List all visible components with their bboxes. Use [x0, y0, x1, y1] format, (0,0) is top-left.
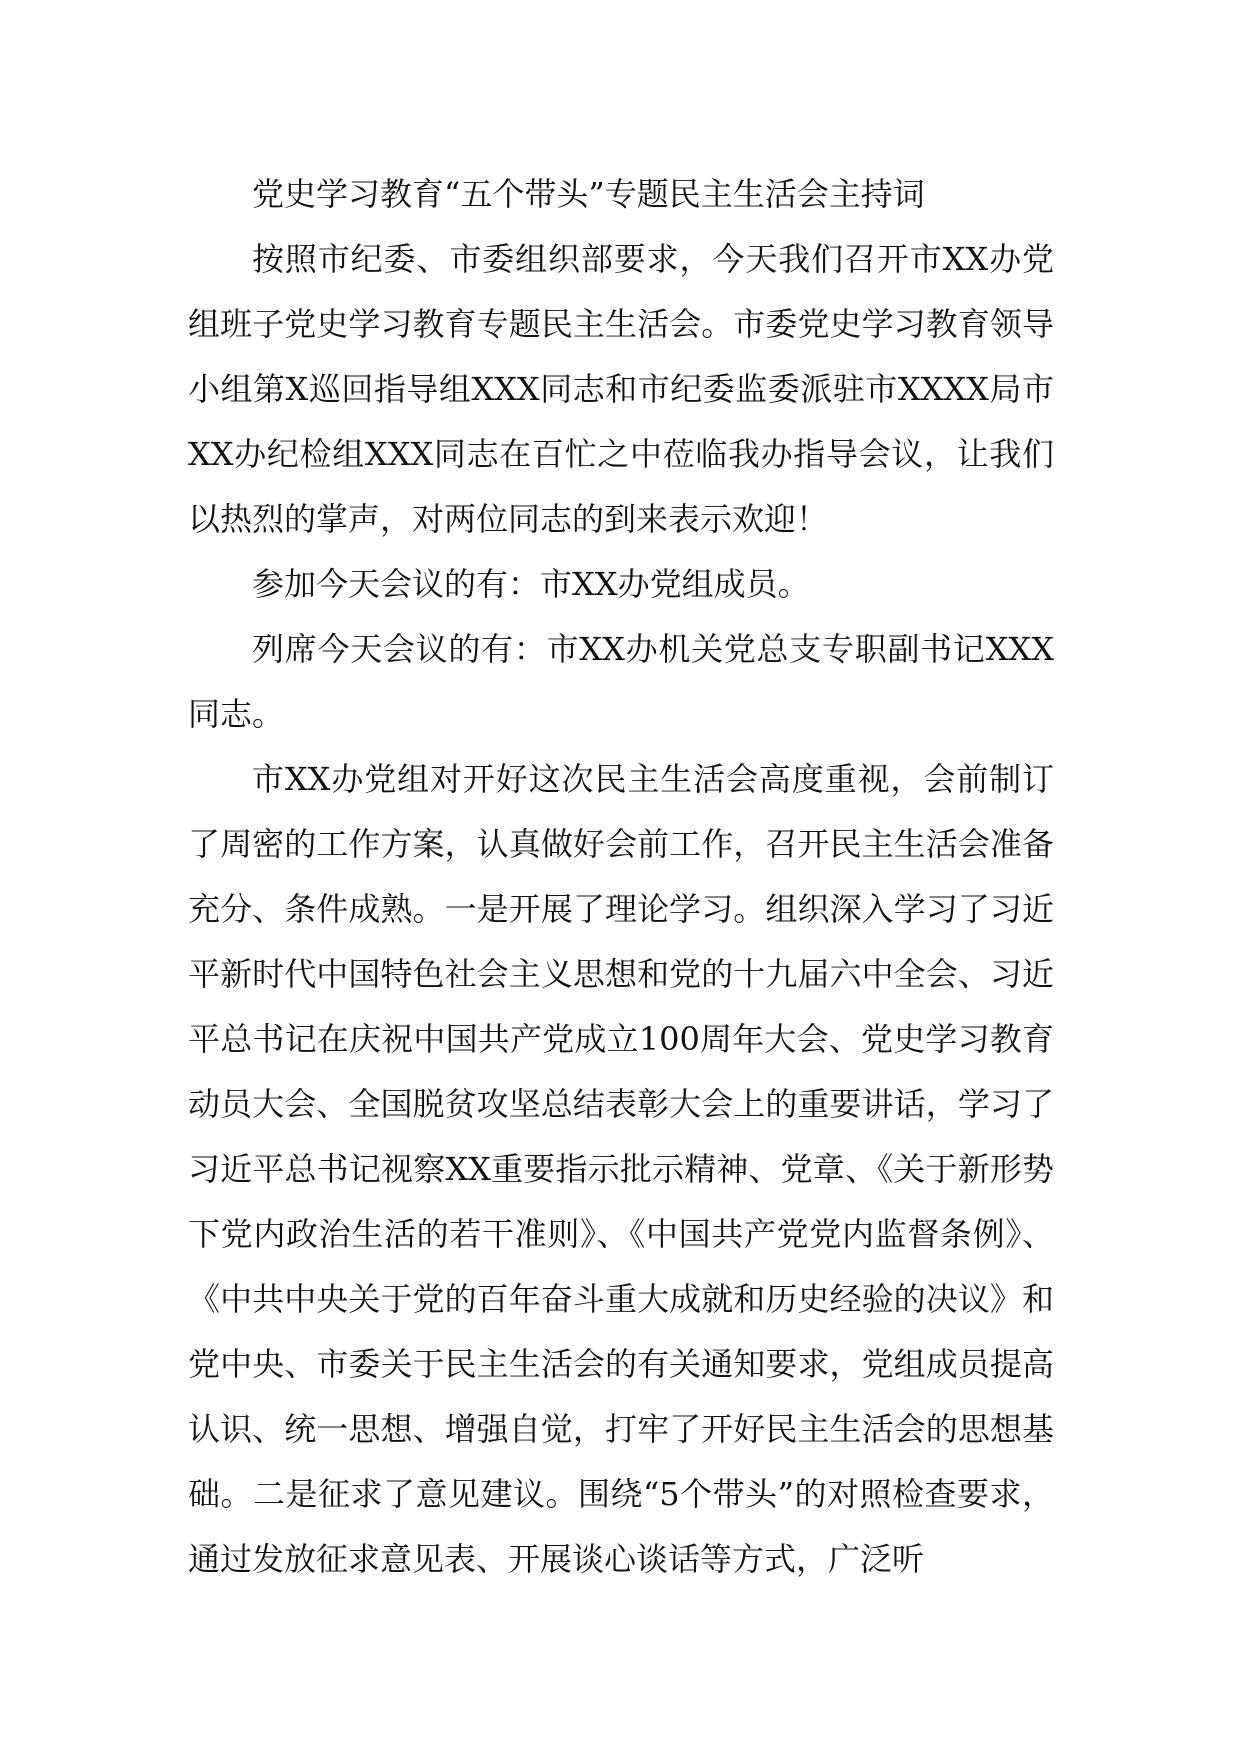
paragraph-observers: 列席今天会议的有：市XX办机关党总支专职副书记XXX同志。: [188, 630, 1054, 733]
paragraph-opening: 按照市纪委、市委组织部要求，今天我们召开市XX办党组班子党史学习教育专题民主生活会。市委党史学习教育领导小组第X巡回指导组XXX同志和市纪委监委派驻市XXXX局市XX办纪检组XXX同志在百忙之中莅临我办指导会议，让我们以热烈的掌声，对两位同志的到来表示欢迎！: [188, 240, 1054, 538]
document-title: 党史学习教育“五个带头”专题民主生活会主持词: [252, 175, 925, 213]
paragraph-attendees: 参加今天会议的有：市XX办党组成员。: [252, 565, 810, 603]
document-page: [188, 162, 1054, 1592]
paragraph-preparation: 市XX办党组对开好这次民主生活会高度重视，会前制订了周密的工作方案，认真做好会前工作，召开民主生活会准备充分、条件成熟。一是开展了理论学习。组织深入学习了习近平新时代中国特色社会主义思想和党的十九届六中全会、习近平总书记在庆祝中国共产党成立100周年大会、党史学习教育动员大会、全国脱贫攻坚总结表彰大会上的重要讲话，学习了习近平总书记视察XX重要指示批示精神、党章、《关于新形势下党内政治生活的若干准则》、《中国共产党党内监督条例》、《中共中央关于党的百年奋斗重大成就和历史经验的决议》和党中央、市委关于民主生活会的有关通知要求，党组成员提高认识、统一思想、增强自觉，打牢了开好民主生活会的思想基础。二是征求了意见建议。围绕“5个带头”的对照检查要求，通过发放征求意见表、开展谈心谈话等方式，广泛听: [188, 760, 1054, 1578]
